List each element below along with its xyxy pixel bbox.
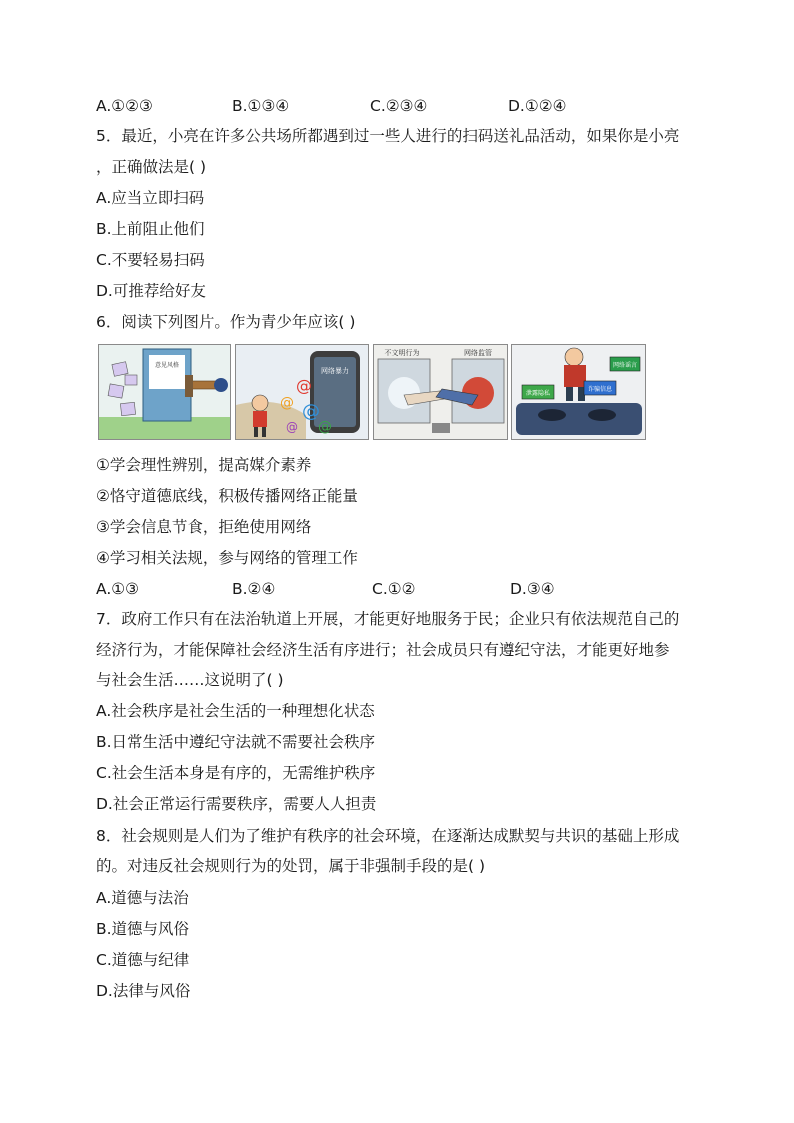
q8-option-d: D.法律与风俗 bbox=[96, 982, 191, 1000]
q5-option-b: B.上前阻止他们 bbox=[96, 220, 205, 238]
rumor-poster-cartoon-icon bbox=[99, 345, 230, 439]
svg-text:@: @ bbox=[286, 420, 298, 434]
q6-image-1 bbox=[98, 344, 231, 440]
svg-text:@: @ bbox=[296, 376, 312, 395]
q8-option-a: A.道德与法治 bbox=[96, 889, 189, 907]
q5-stem-line1: 5．最近，小亮在许多公共场所都遇到过一些人进行的扫码送礼品活动，如果你是小亮 bbox=[96, 127, 680, 145]
q6-image4-sign-3: 网络谣言 bbox=[612, 362, 638, 369]
q8-stem-line1: 8．社会规则是人们为了维护有秩序的社会环境，在逐渐达成默契与共识的基础上形成 bbox=[96, 827, 680, 845]
q6-image4-sign-1: 泄露隐私 bbox=[525, 390, 551, 397]
q8-option-c: C.道德与纪律 bbox=[96, 951, 190, 969]
svg-text:@: @ bbox=[318, 419, 332, 435]
q6-image-4 bbox=[511, 344, 646, 440]
q5-stem-line2: ，正确做法是( ) bbox=[96, 158, 207, 176]
q6-stem: 6．阅读下列图片。作为青少年应该( ) bbox=[96, 313, 356, 331]
phone-hacker-cartoon-icon bbox=[512, 345, 645, 439]
q8-option-b: B.道德与风俗 bbox=[96, 920, 190, 938]
q6-image4-sign-2: 诈骗信息 bbox=[587, 386, 613, 393]
q4-option-c: C.②③④ bbox=[370, 97, 428, 115]
q6-option-b: B.②④ bbox=[232, 580, 276, 598]
q6-image-3 bbox=[373, 344, 508, 440]
q7-stem-line1: 7．政府工作只有在法治轨道上开展，才能更好地服务于民；企业只有依法规范自己的 bbox=[96, 610, 680, 628]
q6-options bbox=[96, 579, 696, 599]
q4-option-b: B.①③④ bbox=[232, 97, 290, 115]
handshake-cartoon-icon bbox=[374, 345, 507, 439]
q5-option-d: D.可推荐给好友 bbox=[96, 282, 206, 300]
q5-option-a: A.应当立即扫码 bbox=[96, 189, 205, 207]
svg-text:@: @ bbox=[280, 395, 294, 411]
q6-image-2 bbox=[235, 344, 369, 440]
cyber-violence-cartoon-icon bbox=[236, 345, 368, 439]
q6-option-c: C.①② bbox=[372, 580, 416, 598]
q7-stem-line2: 经济行为，才能保障社会经济生活有序进行；社会成员只有遵纪守法，才能更好地参 bbox=[96, 641, 670, 659]
q6-statement-3: ③学会信息节食，拒绝使用网络 bbox=[96, 518, 312, 536]
q4-option-a: A.①②③ bbox=[96, 97, 153, 115]
q6-statement-1: ①学会理性辨别，提高媒介素养 bbox=[96, 456, 312, 474]
q7-option-b: B.日常生活中遵纪守法就不需要社会秩序 bbox=[96, 733, 376, 751]
q6-image1-label: 意见风格 bbox=[154, 362, 180, 369]
q4-options bbox=[96, 96, 696, 116]
q6-image3-label-left: 不文明行为 bbox=[384, 349, 420, 357]
q7-option-c: C.社会生活本身是有序的，无需维护秩序 bbox=[96, 764, 376, 782]
q6-statement-2: ②恪守道德底线，积极传播网络正能量 bbox=[96, 487, 358, 505]
q7-stem-line3: 与社会生活……这说明了( ) bbox=[96, 671, 284, 689]
q5-option-c: C.不要轻易扫码 bbox=[96, 251, 205, 269]
q6-statement-4: ④学习相关法规，参与网络的管理工作 bbox=[96, 549, 358, 567]
q8-stem-line2: 的。对违反社会规则行为的处罚，属于非强制手段的是( ) bbox=[96, 857, 486, 875]
q6-image2-label: 网络暴力 bbox=[321, 367, 349, 375]
svg-text:@: @ bbox=[302, 401, 320, 422]
q6-option-a: A.①③ bbox=[96, 580, 140, 598]
q7-option-a: A.社会秩序是社会生活的一种理想化状态 bbox=[96, 702, 375, 720]
q7-option-d: D.社会正常运行需要秩序，需要人人担责 bbox=[96, 795, 377, 813]
q4-option-d: D.①②④ bbox=[508, 97, 567, 115]
q6-image3-label-right: 网络监管 bbox=[464, 349, 492, 357]
q6-option-d: D.③④ bbox=[510, 580, 555, 598]
